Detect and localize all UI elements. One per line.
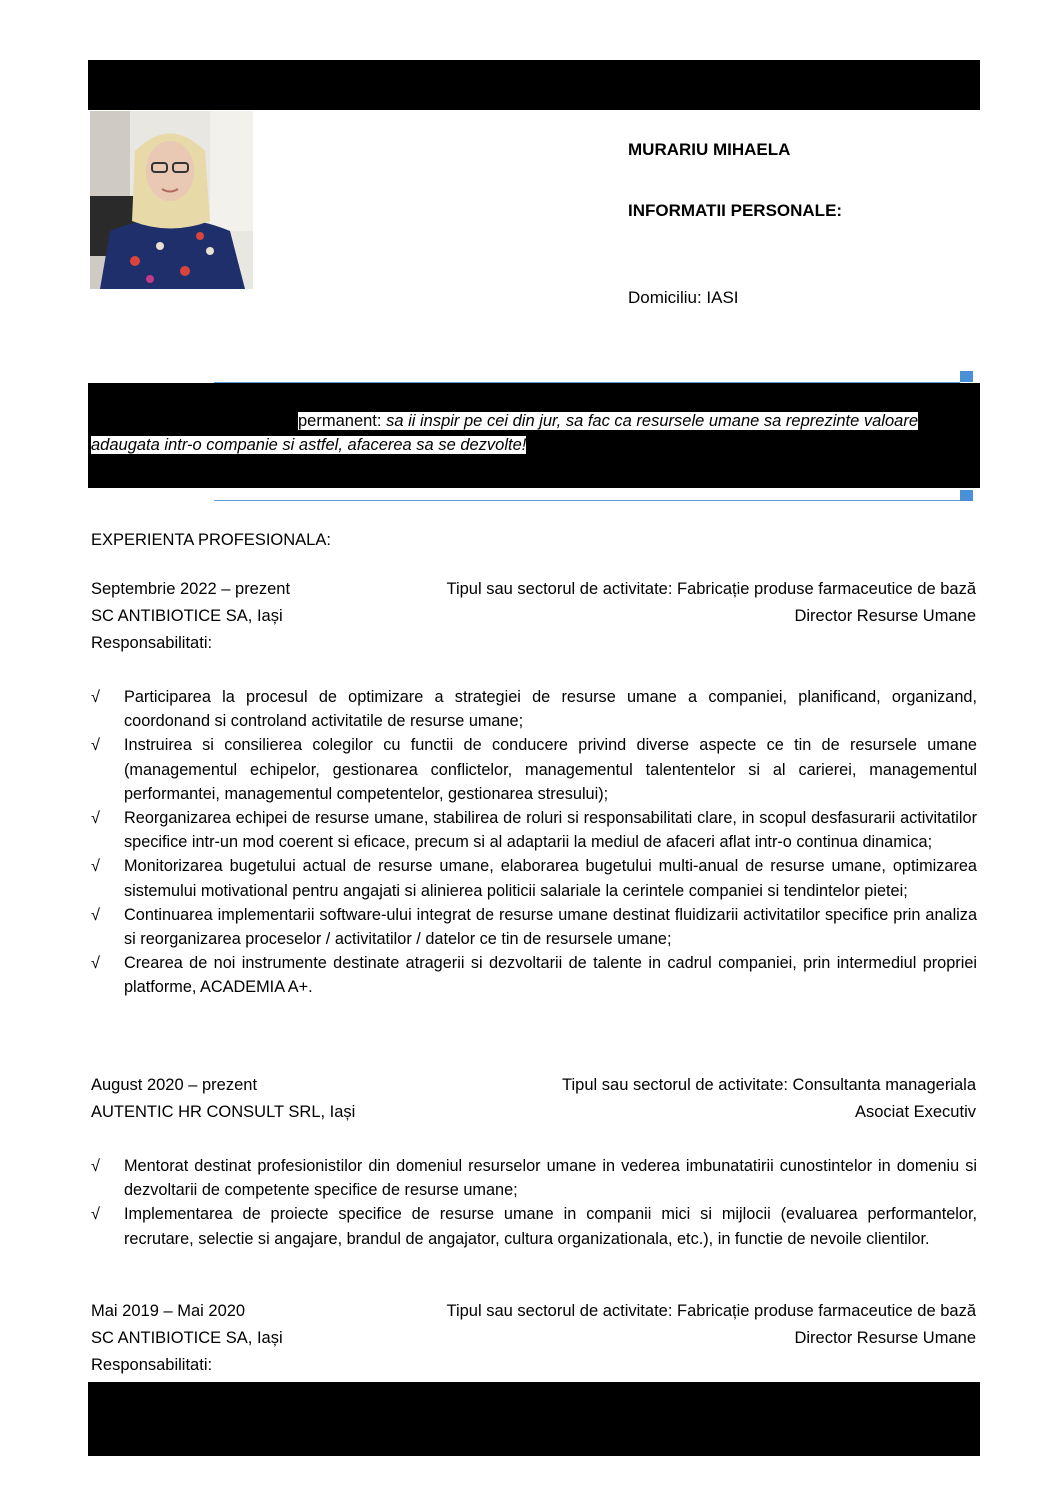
job-3-company: SC ANTIBIOTICE SA, Iași xyxy=(91,1329,283,1347)
objective-line-2: adaugata intr-o companie si astfel, afacerea sa se dezvolte! xyxy=(91,436,527,454)
divider-marker-bottom xyxy=(960,490,973,501)
list-item: √ Crearea de noi instrumente destinate atragerii si dezvoltarii de talente in cadrul companiei, prin intermediul propriei platforme, ACADEMIA A+. xyxy=(91,951,977,999)
checkmark-icon: √ xyxy=(91,954,100,973)
job-1-responsibilities xyxy=(91,685,977,1000)
objective-text xyxy=(91,409,979,457)
checkmark-icon: √ xyxy=(91,809,100,828)
job-3-sector: Tipul sau sectorul de activitate: Fabricație produse farmaceutice de bază xyxy=(446,1302,976,1320)
profile-photo xyxy=(90,111,253,289)
job-2-sector: Tipul sau sectorul de activitate: Consultanta manageriala xyxy=(562,1076,976,1094)
experience-heading: EXPERIENTA PROFESIONALA: xyxy=(91,531,331,549)
list-item: √ Implementarea de proiecte specifice de resurse umane in companii mici si mijlocii (evaluarea performantelor, recrutare, selectie si angajare, brandul de angajator, cultura organizationala, etc.), in functie de nevoile clientilor. xyxy=(91,1202,977,1250)
job-2-position: Asociat Executiv xyxy=(854,1103,976,1121)
checkmark-icon: √ xyxy=(91,905,100,924)
list-item: √ Mentorat destinat profesionistilor din domeniul resurselor umane in vederea imbunatatirii cunostintelor in domeniu si dezvoltarii de competente specifice de resurse umane; xyxy=(91,1154,977,1202)
divider-marker-top xyxy=(960,371,973,382)
list-item: √ Reorganizarea echipei de resurse umane, stabilirea de roluri si responsabilitati clare, in scopul desfasurarii activitatilor specifice intr-un mod coerent si eficace, precum si al adaptarii la mediul de afaceri aflat intr-o continua dinamica; xyxy=(91,806,977,854)
objective-label: permanent: xyxy=(298,412,387,430)
person-name: MURARIU MIHAELA xyxy=(628,140,791,159)
list-item: √ Continuarea implementarii software-ului integrat de resurse umane destinat fluidizarii activitatilor specifice prin analiza si reorganizarea proceselor / activitatilor / datelor ce tin de resursele umane; xyxy=(91,903,977,951)
job-1-sector: Tipul sau sectorul de activitate: Fabricație produse farmaceutice de bază xyxy=(446,580,976,598)
job-1-company: SC ANTIBIOTICE SA, Iași xyxy=(91,607,283,625)
job-1-position: Director Resurse Umane xyxy=(794,607,976,625)
redacted-footer-bar xyxy=(88,1382,980,1456)
divider-line-bottom xyxy=(214,500,960,501)
list-item: √ Participarea la procesul de optimizare a strategiei de resurse umane a companiei, planificand, organizand, coordonand si controland activitatile de resurse umane; xyxy=(91,685,977,733)
job-3-resp-label: Responsabilitati: xyxy=(91,1356,213,1374)
redacted-header-bar xyxy=(88,60,980,110)
job-2-responsibilities xyxy=(91,1154,977,1251)
job-1-period: Septembrie 2022 – prezent xyxy=(91,580,291,598)
job-3-period: Mai 2019 – Mai 2020 xyxy=(91,1302,246,1320)
list-item: √ Monitorizarea bugetului actual de resurse umane, elaborarea bugetului multi-anual de resurse umane, optimizarea sistemului motivational pentru angajati si alinierea politicii salariale la cerintele companiei si tendintelor pietei; xyxy=(91,854,977,902)
checkmark-icon: √ xyxy=(91,1205,100,1224)
job-2-period: August 2020 – prezent xyxy=(91,1076,258,1094)
job-3-position: Director Resurse Umane xyxy=(794,1329,976,1347)
checkmark-icon: √ xyxy=(91,1157,100,1175)
checkmark-icon: √ xyxy=(91,688,100,706)
objective-line-1: sa ii inspir pe cei din jur, sa fac ca resursele umane sa reprezinte valoare xyxy=(386,412,918,430)
job-1-resp-label: Responsabilitati: xyxy=(91,634,213,652)
personal-info-heading: INFORMATII PERSONALE: xyxy=(628,201,843,220)
checkmark-icon: √ xyxy=(91,736,100,755)
checkmark-icon: √ xyxy=(91,857,100,876)
job-2-company: AUTENTIC HR CONSULT SRL, Iași xyxy=(91,1103,356,1121)
list-item: √ Instruirea si consilierea colegilor cu functii de conducere privind diverse aspecte ce tin de resursele umane (managementul echipelor, gestionarea conflictelor, managementul talententelor si al carierei, managementul performantei, managementul competentelor, gestionarea stresului); xyxy=(91,733,977,806)
domicile-text: Domiciliu: IASI xyxy=(628,288,739,307)
